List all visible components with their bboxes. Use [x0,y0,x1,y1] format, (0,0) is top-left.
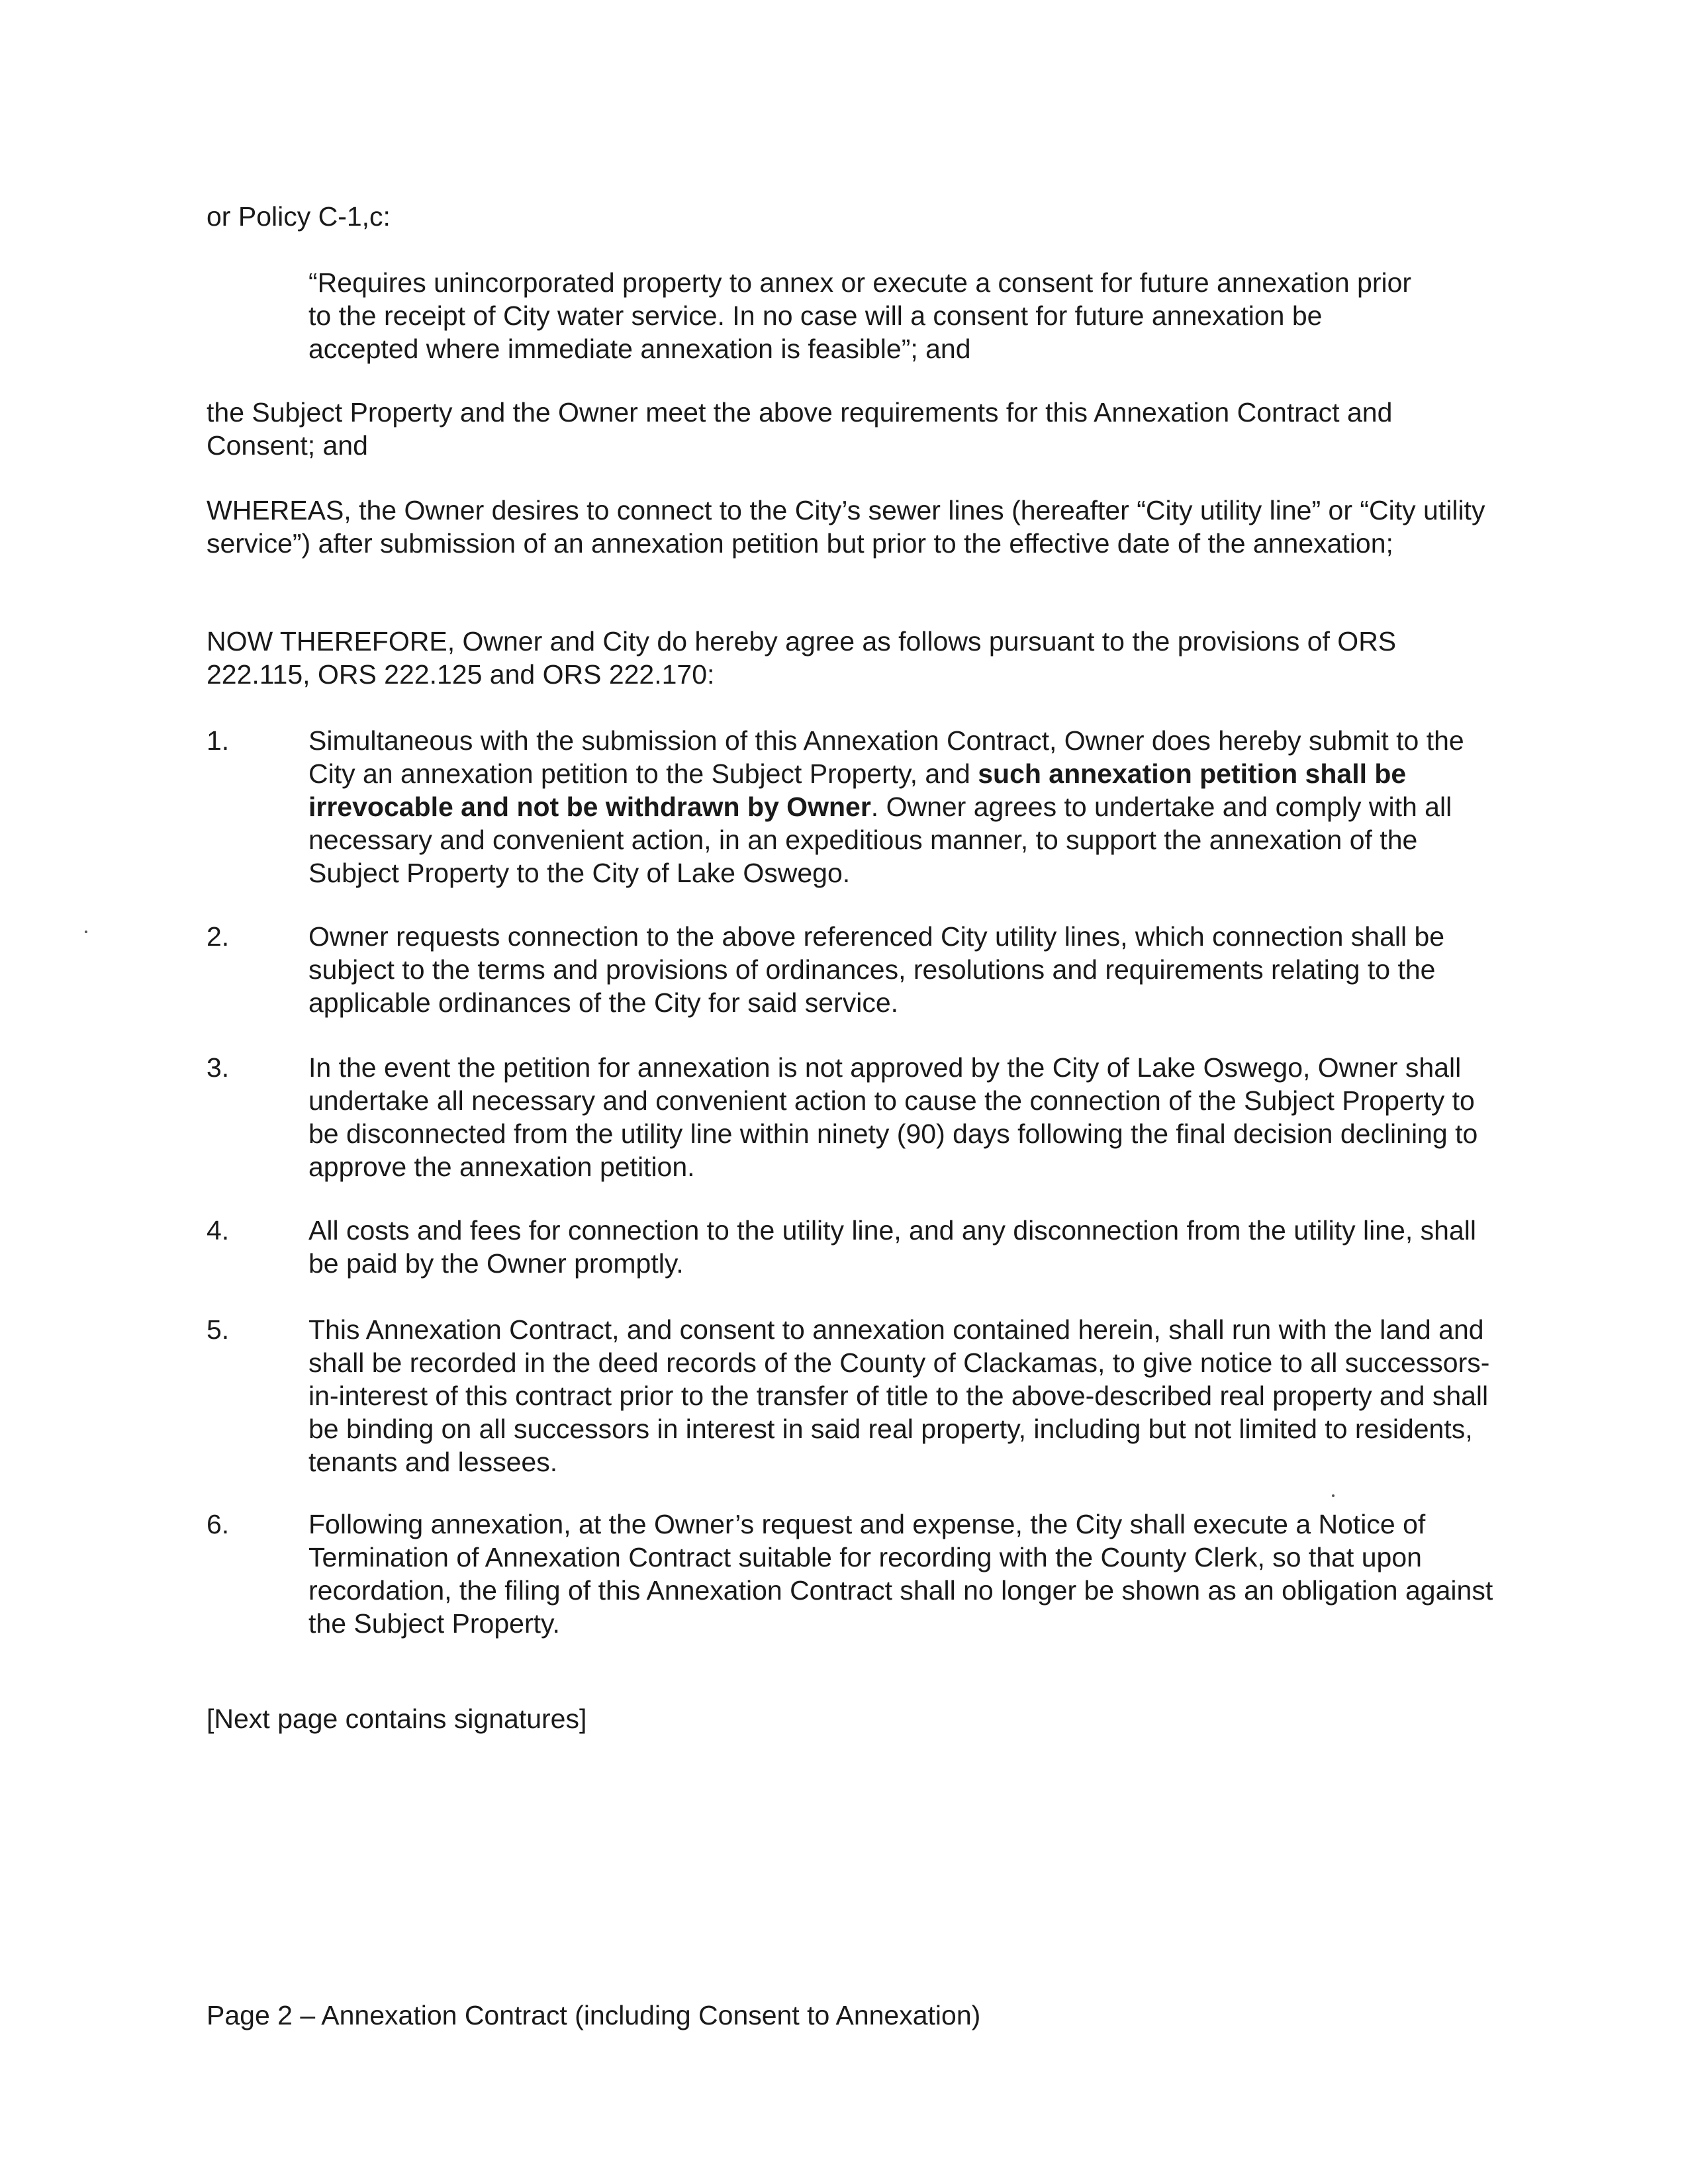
bold-clause: such annexation petition shall be irrevocable and not be withdrawn by Owner [308,758,1407,822]
intro-line: or Policy C-1,c: [207,201,391,232]
subject-paragraph: the Subject Property and the Owner meet the above requirements for this Annexation Contract and Consent; and [207,397,1393,461]
item-text: Owner requests connection to the above referenced City utility lines, which connection shall be subject to the terms and provisions of ordinances, resolutions and requirements relating to the applicable ordinances of the City for said service. [308,921,1445,1018]
page-footer: Page 2 – Annexation Contract (including Consent to Annexation) [207,2000,981,2030]
whereas-paragraph: WHEREAS, the Owner desires to connect to the City’s sewer lines (hereafter “City utility line” or “City utility service”) after submission of an annexation petition but prior to the effective date of the annexation; [207,495,1485,559]
scan-speck [85,931,87,933]
item-text: Simultaneous with the submission of this Annexation Contract, Owner does hereby submit to the City an annexation petition to the Subject Property, and such annexation petition shall be irrevocable and not be withdrawn by Owner. Owner agrees to undertake and comply with all necessary and convenient action, in an expeditious manner, to support the annexation of the Subject Property to the City of Lake Oswego. [308,725,1464,888]
item-number: 5. [207,1314,230,1345]
item-number: 3. [207,1052,230,1083]
item-text: Following annexation, at the Owner’s request and expense, the City shall execute a Notice of Termination of Annexation Contract suitable for recording with the County Clerk, so that upon recordation, the filing of this Annexation Contract shall no longer be shown as an obligation against the Subject Property. [308,1509,1493,1639]
item-text: This Annexation Contract, and consent to annexation contained herein, shall run with the land and shall be recorded in the deed records of the County of Clackamas, to give notice to all successors-in-interest of this contract prior to the transfer of title to the above-described real property and shall be binding on all successors in interest in said real property, including but not limited to residents, tenants and lessees. [308,1314,1490,1477]
next-page-note: [Next page contains signatures] [207,1704,587,1734]
policy-quote: “Requires unincorporated property to annex or execute a consent for future annexation prior to the receipt of City water service. In no case will a consent for future annexation be accepted where immediate annexation is feasible”; and [308,267,1412,364]
scan-speck [1332,1494,1335,1497]
item-number: 1. [207,725,230,756]
now-therefore-paragraph: NOW THEREFORE, Owner and City do hereby agree as follows pursuant to the provisions of ORS 222.115, ORS 222.125 and ORS 222.170: [207,626,1397,690]
item-number: 4. [207,1215,230,1246]
item-number: 6. [207,1509,230,1539]
item-number: 2. [207,921,230,952]
item-text: In the event the petition for annexation is not approved by the City of Lake Oswego, Owner shall undertake all necessary and convenient action to cause the connection of the Subject Property to be disconnected from the utility line within ninety (90) days following the final decision declining to approve the annexation petition. [308,1052,1478,1182]
item-text: All costs and fees for connection to the utility line, and any disconnection from the utility line, shall be paid by the Owner promptly. [308,1215,1476,1279]
